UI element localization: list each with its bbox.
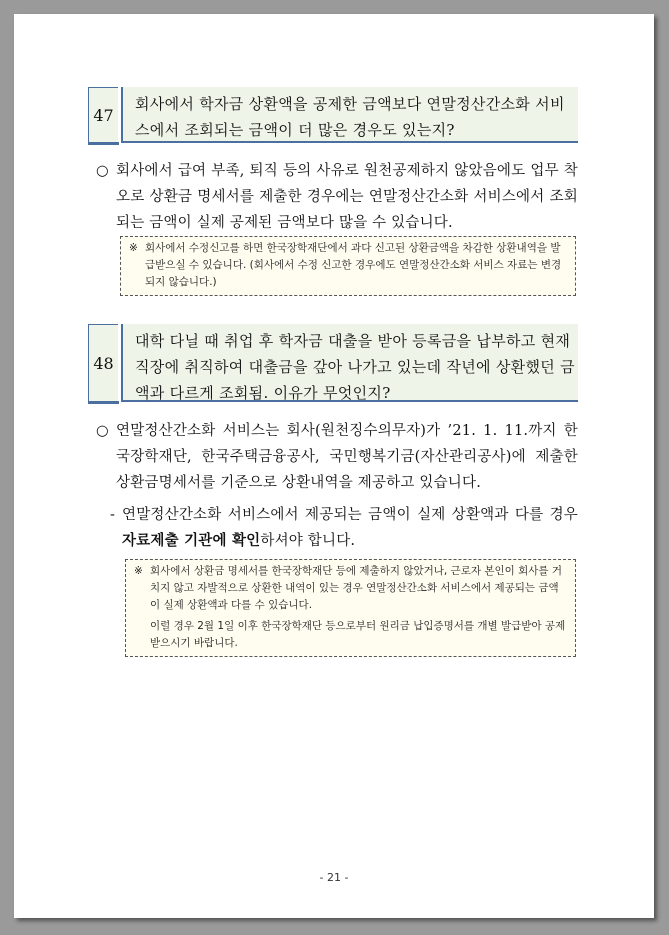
question-number-48: 48 xyxy=(88,324,118,402)
document-page xyxy=(14,14,654,918)
circle-bullet-icon: ○ xyxy=(96,423,109,439)
answer-48-note xyxy=(125,559,576,657)
answer-48-note-text-1: 회사에서 상환금 명세서를 한국장학재단 등에 제출하지 않았거나, 근로자 본인이 회사를 거치지 않고 자발적으로 상환한 내역이 있는 경우 연말정산간소화 서비스에서 제공되는 금액이 실제 상환액과 다를 수 있습니다. xyxy=(150,565,563,611)
page-number: - 21 - xyxy=(319,871,349,884)
question-47-block xyxy=(88,87,578,143)
reference-mark-icon: ※ xyxy=(129,242,138,254)
question-48-block xyxy=(88,324,578,402)
dash-bullet-icon: - xyxy=(110,507,116,523)
answer-48-paragraph xyxy=(96,418,578,496)
answer-48-note-text-2: 이럴 경우 2월 1일 이후 한국장학재단 등으로부터 원리금 납입증명서를 개별 발급받아 공제받으시기 바랍니다. xyxy=(150,620,566,649)
circle-bullet-icon: ○ xyxy=(96,163,109,179)
question-47-text: 회사에서 학자금 상환액을 공제한 금액보다 연말정산간소화 서비스에서 조회되는 금액이 더 많은 경우도 있는지? xyxy=(121,87,578,143)
question-number-47: 47 xyxy=(88,87,118,143)
answer-47-note xyxy=(120,236,576,296)
emphasis-text: 자료제출 기관에 확인 xyxy=(122,533,261,549)
question-48-text: 대학 다닐 때 취업 후 학자금 대출을 받아 등록금을 납부하고 현재 직장에 취직하여 대출금을 갚아 나가고 있는데 작년에 상환했던 금액과 다르게 조회됨. 이유가 무엇인지? xyxy=(121,324,578,402)
answer-47-paragraph xyxy=(96,158,578,236)
answer-47-text: 회사에서 급여 부족, 퇴직 등의 사유로 원천공제하지 않았음에도 업무 착오로 상환금 명세서를 제출한 경우에는 연말정산간소화 서비스에서 조회되는 금액이 실제 공제된 금액보다 많을 수 있습니다. xyxy=(116,163,578,231)
answer-47-note-text: 회사에서 수정신고를 하면 한국장학재단에서 과다 신고된 상환금액을 차감한 상환내역을 발급받으실 수 있습니다. (회사에서 수정 신고한 경우에도 연말정산간소화 서비스 자료는 변경되지 않습니다.) xyxy=(145,242,562,288)
reference-mark-icon: ※ xyxy=(134,565,143,577)
answer-48-subpoint-text: 연말정산간소화 서비스에서 제공되는 금액이 실제 상환액과 다를 경우 자료제출 기관에 확인하셔야 합니다. xyxy=(122,507,578,549)
answer-48-subpoint xyxy=(110,502,578,554)
answer-48-text: 연말정산간소화 서비스는 회사(원천징수의무자)가 ’21. 1. 11.까지 한국장학재단, 한국주택금융공사, 국민행복기금(자산관리공사)에 제출한 상환금명세서를 기준으로 상환내역을 제공하고 있습니다. xyxy=(116,423,578,491)
